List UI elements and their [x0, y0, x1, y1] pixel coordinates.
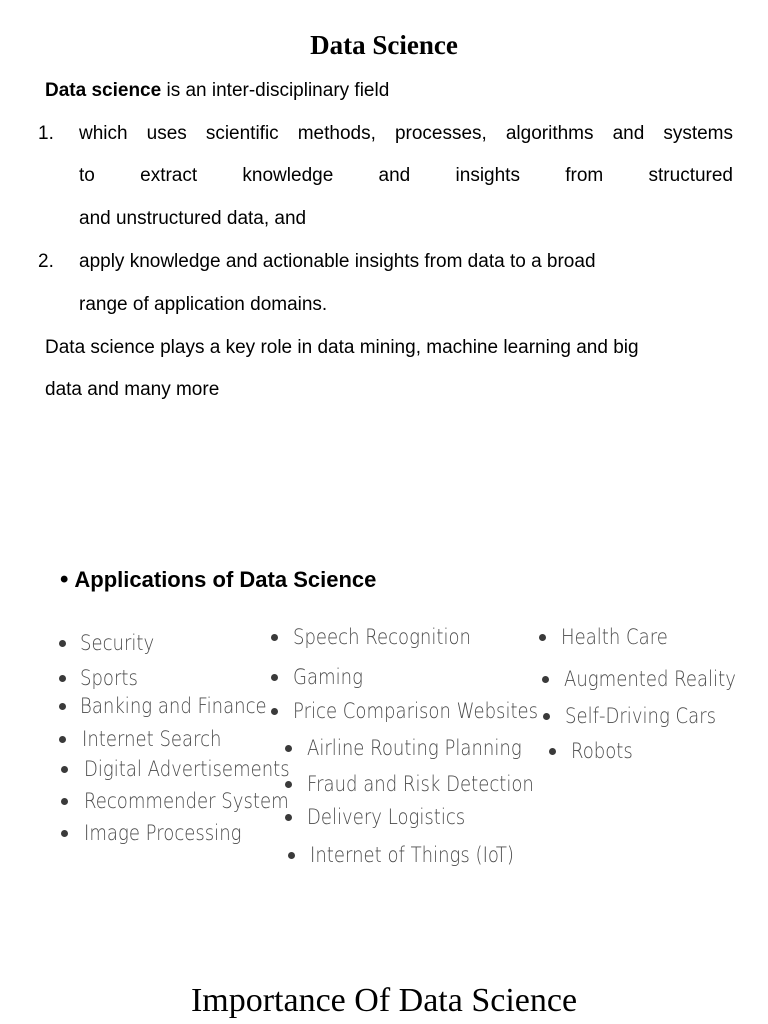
bullet-icon — [542, 676, 549, 683]
bullet-icon — [271, 634, 278, 641]
bullet-icon — [59, 675, 66, 682]
bullet-icon — [285, 814, 292, 821]
intro-paragraph — [45, 79, 389, 103]
list-item-2-line-2: range of application domains. — [79, 294, 328, 315]
application-item: Security — [80, 631, 155, 655]
bullet-icon — [271, 674, 278, 681]
bullet-icon — [539, 634, 546, 641]
application-item: Recommender System — [84, 789, 289, 813]
next-section-title: Importance Of Data Science — [190, 982, 578, 1019]
application-item: Image Processing — [84, 821, 242, 845]
application-item: Self-Driving Cars — [565, 704, 717, 728]
list-item-1-line-2: to extract knowledge and insights from structured — [79, 165, 733, 186]
bullet-icon — [59, 736, 66, 743]
page-title: Data Science — [310, 30, 458, 60]
application-item: Sports — [80, 666, 138, 690]
application-item: Speech Recognition — [293, 625, 471, 649]
application-item: Banking and Finance — [80, 694, 267, 718]
list-item-2-line-1: apply knowledge and actionable insights from data to a broad — [79, 251, 596, 272]
bullet-icon — [543, 713, 550, 720]
application-item: Airline Routing Planning — [307, 736, 522, 760]
application-item: Augmented Reality — [564, 667, 736, 691]
bullet-icon — [285, 745, 292, 752]
list-number-1: 1. — [38, 123, 54, 144]
bullet-icon — [288, 852, 295, 859]
bullet-icon — [59, 640, 66, 647]
applications-heading-text: Applications of Data Science — [74, 567, 377, 592]
application-item: Robots — [571, 739, 633, 763]
bullet-icon — [61, 798, 68, 805]
application-item: Price Comparison Websites — [293, 699, 539, 723]
intro-text: is an inter-disciplinary field — [161, 80, 390, 101]
application-item: Health Care — [561, 625, 668, 649]
application-item: Digital Advertisements — [84, 757, 290, 781]
bullet-icon — [549, 748, 556, 755]
application-item: Gaming — [293, 665, 363, 689]
bullet-icon — [285, 781, 292, 788]
list-number-2: 2. — [38, 251, 54, 272]
bullet-icon — [271, 708, 278, 715]
bullet-icon: • — [60, 566, 69, 593]
list-item-1-line-1: which uses scientific methods, processes, algorithms and systems — [79, 123, 733, 144]
application-item: Fraud and Risk Detection — [307, 772, 534, 796]
bullet-icon — [59, 703, 66, 710]
closing-line-2: data and many more — [45, 379, 220, 400]
application-item: Delivery Logistics — [307, 805, 466, 829]
bullet-icon — [61, 766, 68, 773]
application-item: Internet Search — [82, 727, 222, 751]
intro-term: Data science — [45, 80, 162, 101]
closing-line-1: Data science plays a key role in data mining, machine learning and big — [45, 337, 639, 358]
application-item: Internet of Things (IoT) — [310, 843, 514, 867]
bullet-icon — [61, 830, 68, 837]
list-item-1-line-3: and unstructured data, and — [79, 208, 307, 229]
applications-heading — [60, 566, 376, 594]
